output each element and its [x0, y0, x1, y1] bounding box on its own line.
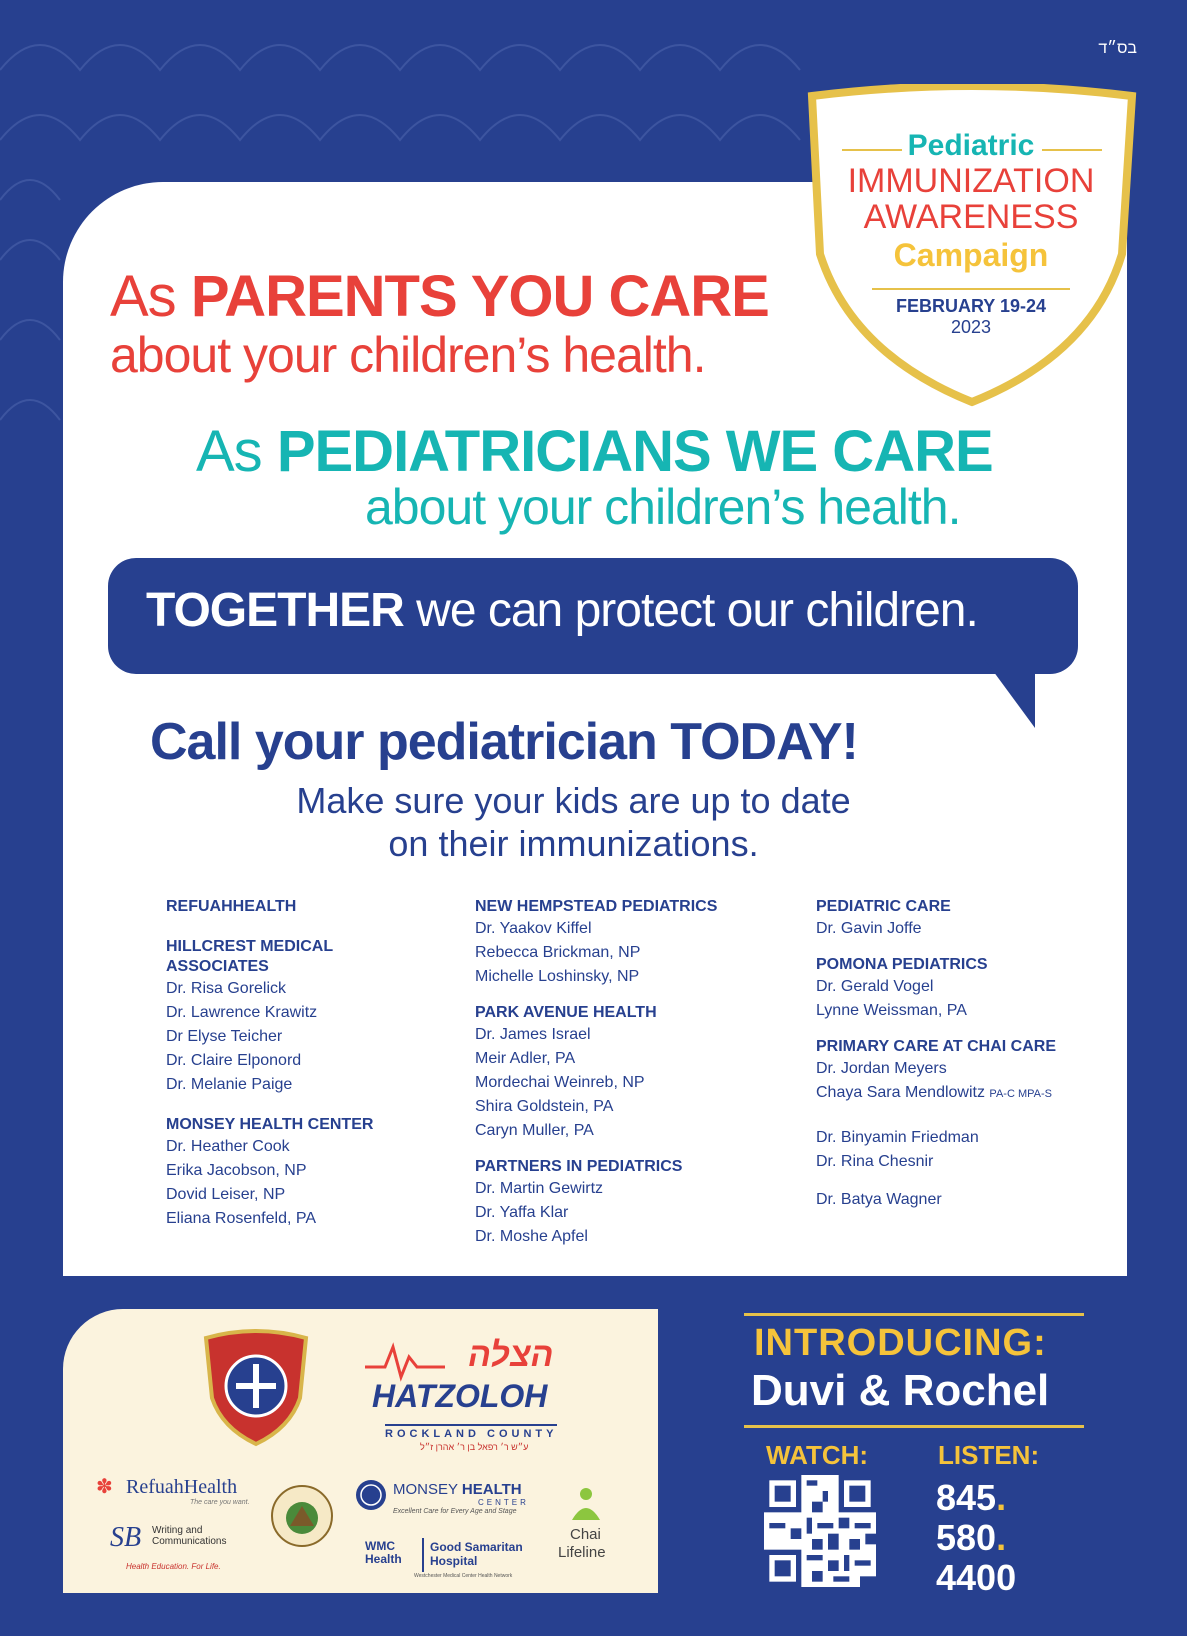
badge-immunization: IMMUNIZATION — [847, 162, 1095, 200]
speech-bubble-tail — [985, 660, 1045, 730]
provider-name: Rebecca Brickman, NP — [475, 944, 641, 961]
hatzoloh-logo-text: HATZOLOH — [372, 1378, 548, 1414]
provider-name: Dr. James Israel — [475, 1026, 591, 1043]
provider-name: Dr. Yaakov Kiffel — [475, 920, 592, 937]
headline-peds-bold: PEDIATRICIANS WE CARE — [276, 419, 993, 484]
provider-name: Eliana Rosenfeld, PA — [166, 1210, 317, 1227]
heartbeat-line-icon — [365, 1342, 445, 1382]
chai-logo-2: Lifeline — [558, 1544, 606, 1561]
refuah-tagline: The care you want. — [190, 1499, 250, 1506]
intro-divider-mid — [744, 1425, 1084, 1428]
headline-parents-prefix: As — [110, 264, 176, 329]
together-rest: we can protect our children. — [416, 584, 978, 637]
good-samaritan-1: Good Samaritan — [430, 1540, 523, 1554]
phone-line-2 — [936, 1518, 1016, 1558]
badge-awareness: AWARENESS — [863, 198, 1079, 236]
practice-name: PRIMARY CARE AT CHAI CARE — [816, 1038, 1057, 1055]
together-bold: TOGETHER — [146, 584, 404, 637]
town-of-ramapo-seal — [268, 1482, 336, 1550]
practice-name: PARK AVENUE HEALTH — [475, 1004, 657, 1021]
provider-name: Dovid Leiser, NP — [166, 1186, 286, 1203]
headline-peds-prefix: As — [196, 419, 262, 484]
duvi-rochel-title: Duvi & Rochel — [751, 1366, 1050, 1415]
practice-name: REFUAHHEALTH — [166, 898, 297, 915]
practice-name: PARTNERS IN PEDIATRICS — [475, 1158, 683, 1175]
watch-label: WATCH: — [766, 1440, 869, 1470]
monsey-logo-a: MONSEY — [393, 1481, 458, 1498]
sb-monogram-icon: SB — [110, 1522, 142, 1553]
make-sure-line2: on their immunizations. — [388, 823, 759, 864]
badge-campaign: Campaign — [893, 237, 1049, 273]
provider-credentials: PA-C MPA-S — [989, 1088, 1052, 1100]
provider-column-1 — [166, 897, 446, 1245]
hatzoloh-rockland: ROCKLAND COUNTY — [385, 1424, 557, 1440]
provider-name: Dr. Binyamin Friedman — [816, 1129, 979, 1146]
practice-name: HILLCREST MEDICAL ASSOCIATES — [166, 938, 333, 975]
provider-name: Dr. Yaffa Klar — [475, 1204, 569, 1221]
provider-name: Lynne Weissman, PA — [816, 1002, 967, 1019]
practice-name: PEDIATRIC CARE — [816, 898, 951, 915]
make-sure-line1: Make sure your kids are up to date — [296, 780, 851, 821]
monsey-health-emblem-icon — [354, 1478, 388, 1512]
wmc-tagline: Westchester Medical Center Health Network — [414, 1573, 513, 1579]
intro-divider-top — [744, 1313, 1084, 1316]
practice-name: MONSEY HEALTH CENTER — [166, 1116, 374, 1133]
provider-name: Meir Adler, PA — [475, 1050, 576, 1067]
refuah-logo: RefuahHealth — [126, 1476, 238, 1498]
provider-name: Dr. Heather Cook — [166, 1138, 290, 1155]
sb-communications: Communications — [152, 1536, 227, 1547]
monsey-logo — [393, 1481, 522, 1498]
wmc-divider — [422, 1538, 424, 1572]
listen-label: LISTEN: — [938, 1440, 1040, 1470]
provider-name: Erika Jacobson, NP — [166, 1162, 307, 1179]
provider-name: Dr. Batya Wagner — [816, 1191, 942, 1208]
hatzoloh-hebrew: הצלה — [468, 1336, 554, 1374]
phone-part-1: 845 — [936, 1477, 997, 1518]
phone-part-3: 4400 — [936, 1557, 1017, 1598]
provider-name: Caryn Muller, PA — [475, 1122, 594, 1139]
provider-name: Dr. Gavin Joffe — [816, 920, 922, 937]
practice-name: POMONA PEDIATRICS — [816, 956, 988, 973]
monsey-center: CENTER — [478, 1498, 529, 1507]
phone-dot: . — [996, 1517, 1007, 1558]
provider-name: Dr Elyse Teicher — [166, 1028, 283, 1045]
provider-name: Dr. Claire Elponord — [166, 1052, 302, 1069]
sb-writing: Writing and — [152, 1525, 203, 1536]
headline-parents-sub: about your children’s health. — [110, 327, 706, 383]
call-pediatrician-heading: Call your pediatrician TODAY! — [150, 713, 858, 771]
provider-name: Dr. Melanie Paige — [166, 1076, 293, 1093]
provider-column-3 — [816, 897, 1116, 1226]
headline-parents-bold: PARENTS YOU CARE — [190, 264, 769, 329]
hebrew-header: בס״ד — [1098, 40, 1137, 57]
headline-peds-sub: about your children’s health. — [365, 479, 961, 535]
badge-pediatric: Pediatric — [907, 129, 1035, 162]
phone-line-1 — [936, 1478, 1016, 1518]
hotline-number[interactable] — [936, 1478, 1016, 1598]
monsey-logo-b: HEALTH — [461, 1481, 522, 1498]
provider-name: Dr. Gerald Vogel — [816, 978, 934, 995]
phone-dot: . — [996, 1477, 1007, 1518]
provider-name: Dr. Jordan Meyers — [816, 1060, 947, 1077]
provider-name — [816, 1081, 1116, 1106]
provider-name-text: Chaya Sara Mendlowitz — [816, 1084, 985, 1101]
wmc-health-logo: WMC Health — [365, 1539, 402, 1566]
provider-name: Dr. Martin Gewirtz — [475, 1180, 604, 1197]
refuah-flower-icon: ✽ — [96, 1476, 113, 1498]
provider-name: Dr. Lawrence Krawitz — [166, 1004, 318, 1021]
provider-name: Dr. Moshe Apfel — [475, 1228, 588, 1245]
provider-name: Michelle Loshinsky, NP — [475, 968, 640, 985]
headline-pediatricians — [196, 418, 993, 485]
introducing-label: INTRODUCING: — [754, 1322, 1047, 1364]
phone-line-3 — [936, 1558, 1016, 1598]
chevra-hatzalah-shield-logo — [200, 1328, 312, 1448]
provider-name: Shira Goldstein, PA — [475, 1098, 614, 1115]
practice-name: NEW HEMPSTEAD PEDIATRICS — [475, 898, 718, 915]
provider-name: Mordechai Weinreb, NP — [475, 1074, 645, 1091]
headline-parents — [110, 266, 769, 328]
hatzoloh-dedication: ע״ש ר׳ רפאל בן ר׳ אהרן ז״ל — [420, 1442, 529, 1452]
together-text — [146, 583, 978, 638]
chai-lifeline-icon — [566, 1484, 606, 1524]
sb-tagline: Health Education. For Life. — [126, 1562, 221, 1571]
chai-logo-1: Chai — [570, 1526, 601, 1543]
phone-part-2: 580 — [936, 1517, 997, 1558]
qr-code[interactable] — [764, 1475, 876, 1587]
provider-name: Dr. Rina Chesnir — [816, 1153, 934, 1170]
badge-year: 2023 — [950, 317, 992, 337]
good-samaritan-2: Hospital — [430, 1554, 478, 1568]
monsey-tagline: Excellent Care for Every Age and Stage — [393, 1508, 517, 1515]
badge-dates: FEBRUARY 19-24 — [895, 296, 1047, 316]
provider-column-2 — [475, 897, 775, 1263]
provider-name: Dr. Risa Gorelick — [166, 980, 287, 997]
campaign-badge — [802, 125, 1140, 338]
